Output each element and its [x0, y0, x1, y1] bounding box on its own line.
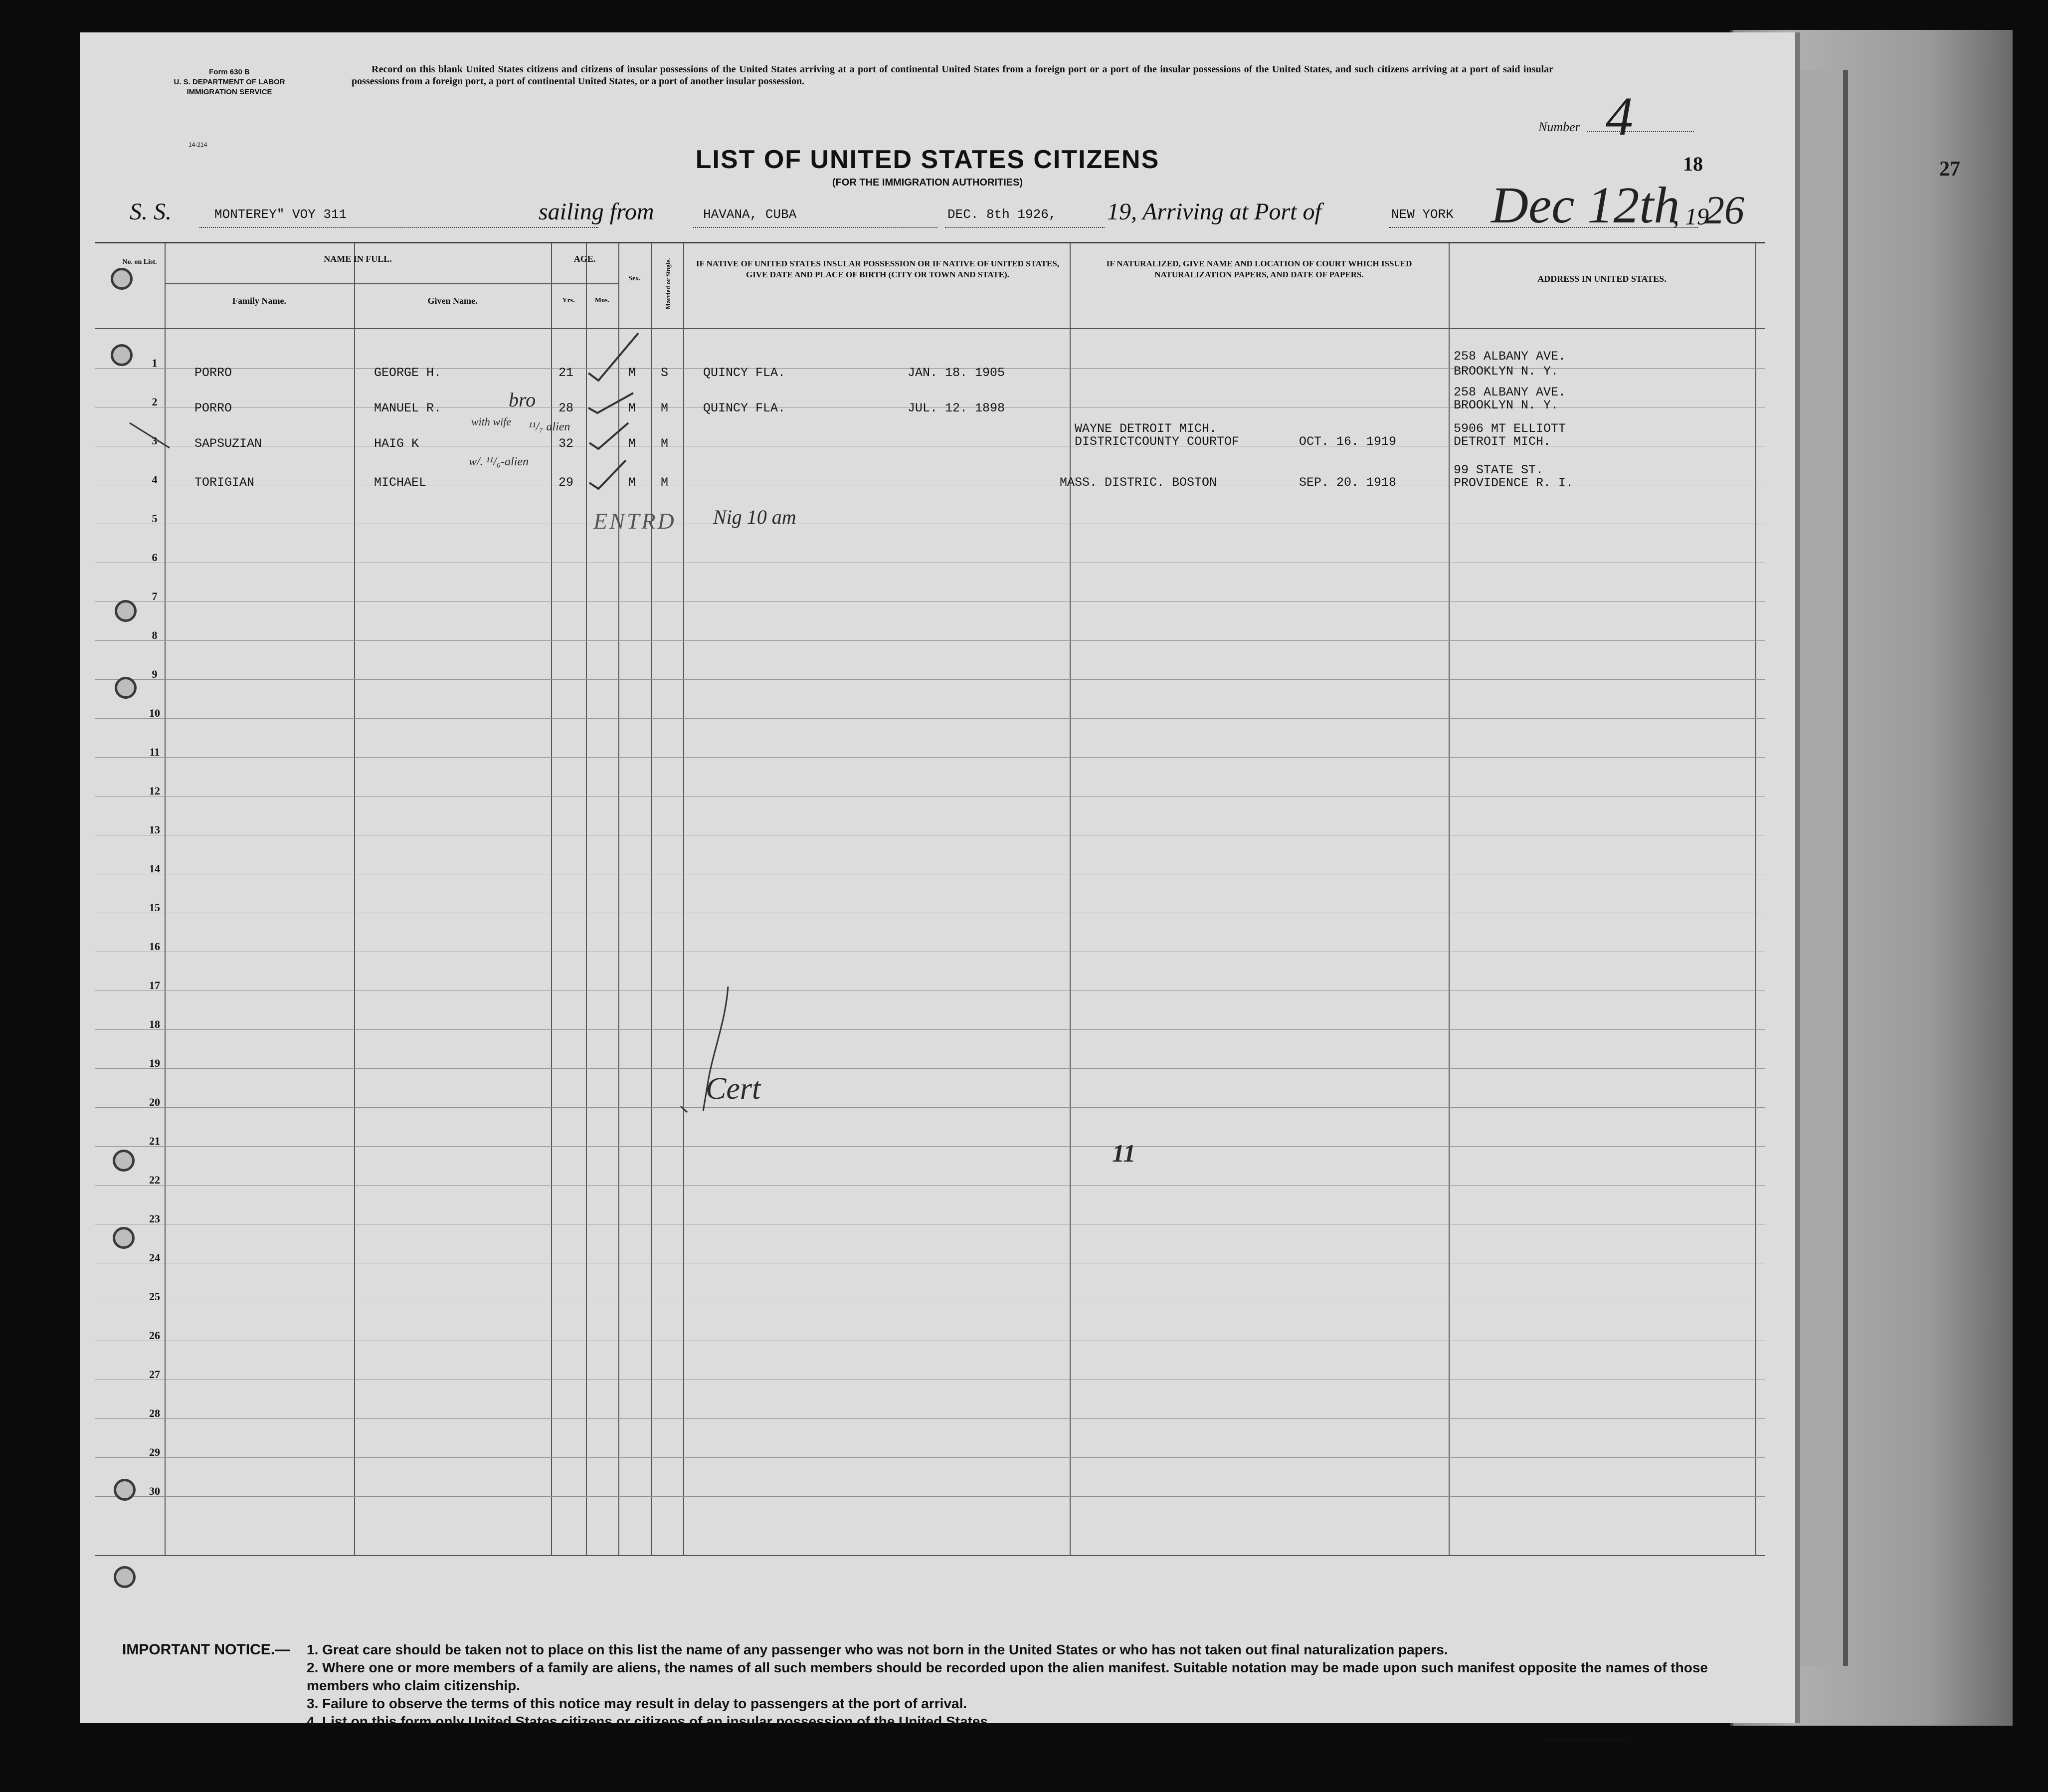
back-page-number: 27: [1939, 158, 1960, 181]
row-number: 25: [149, 1290, 160, 1303]
row-rule: [95, 1068, 1765, 1069]
row-number: 4: [152, 473, 158, 486]
marital-status: S: [661, 366, 669, 380]
address-city: PROVIDENCE R. I.: [1454, 476, 1574, 490]
row-number: 19: [149, 1057, 160, 1069]
family-name: PORRO: [194, 401, 232, 415]
ss-label: S. S.: [130, 199, 172, 225]
col-birth: IF NATIVE OF UNITED STATES INSULAR POSSESSION OR IF NATIVE OF UNITED STATES, GIVE DATE AND PLACE OF BIRTH (CITY OR TOWN AND STATE).: [696, 259, 1060, 279]
col-given-name: Given Name.: [427, 296, 478, 306]
pencil-stroke: [125, 418, 185, 463]
service: IMMIGRATION SERVICE: [186, 88, 272, 96]
note-time: Nig 10 am: [713, 506, 796, 528]
age-years: 32: [559, 436, 574, 451]
address-street: 5906 MT ELLIOTT: [1454, 421, 1566, 436]
age-years: 28: [559, 401, 574, 415]
col-age: AGE.: [573, 254, 596, 264]
notice-item: 4. List on this form only United States citizens or citizens of an insular possession of the United States.: [307, 1714, 992, 1729]
court-name-2: DISTRICTCOUNTY COURTOF: [1075, 434, 1240, 449]
row-number: 8: [152, 629, 158, 641]
arriving-text: , Arriving at Port of: [1131, 199, 1321, 225]
header-rule: [165, 283, 618, 284]
sailing-label: sailing from: [539, 199, 654, 225]
col-naturalized: IF NATURALIZED, GIVE NAME AND LOCATION OF COURT WHICH ISSUED NATURALIZATION PAPERS, AND DATE OF PAPERS.: [1106, 259, 1412, 279]
column-rule: [683, 243, 684, 1555]
row-number: 24: [149, 1251, 160, 1264]
binder-hole: [114, 1566, 136, 1588]
notice-title: IMPORTANT NOTICE.—: [122, 1641, 290, 1658]
address-street: 258 ALBANY AVE.: [1454, 385, 1566, 399]
cert-flourish: [678, 982, 738, 1131]
ship-underline: [199, 227, 598, 228]
sex: M: [628, 436, 636, 451]
row-number: 23: [149, 1212, 160, 1225]
note-bro: bro: [509, 389, 536, 411]
column-rule: [354, 243, 355, 1555]
sex: M: [628, 401, 636, 415]
row-number: 17: [149, 979, 160, 992]
row-number: 15: [149, 901, 160, 914]
row-rule: [95, 757, 1765, 758]
departure-port: HAVANA, CUBA: [703, 207, 797, 222]
row-number: 12: [149, 785, 160, 797]
nineteen-label: 19: [1107, 199, 1131, 225]
given-name: GEORGE H.: [374, 366, 442, 380]
binder-hole: [111, 268, 133, 290]
departure-date: DEC. 8th 1926,: [947, 207, 1057, 222]
given-name: MICHAEL: [374, 475, 427, 490]
row-number: 10: [149, 707, 160, 719]
header-rule: [95, 328, 1765, 329]
row-number: 6: [152, 551, 158, 564]
court-name: WAYNE DETROIT MICH.: [1075, 421, 1217, 436]
binder-hole: [111, 344, 133, 366]
marital-status: M: [661, 475, 669, 490]
from-underline: [693, 227, 937, 228]
page-title: LIST OF UNITED STATES CITIZENS: [695, 145, 1160, 174]
table-bottom-rule: [95, 1555, 1765, 1556]
col-sex: Sex.: [628, 275, 641, 282]
notice-item: 1. Great care should be taken not to place on this list the name of any passenger who was not born in the United States or who has not taken out final naturalization papers.: [307, 1642, 1448, 1657]
col-name-in-full: NAME IN FULL.: [324, 254, 392, 264]
row-rule: [95, 1457, 1765, 1458]
col-no: No. on List.: [122, 258, 157, 266]
checkmark-icon: [588, 333, 638, 381]
row-rule: [95, 1107, 1765, 1108]
tally-mark: 11: [1112, 1139, 1136, 1167]
checkmark-icon: [588, 393, 633, 413]
row-rule: [95, 718, 1765, 719]
family-name: PORRO: [194, 366, 232, 380]
age-years: 29: [559, 475, 574, 490]
birth-date: JAN. 18. 1905: [908, 366, 1005, 380]
printer-mark: GOVERNMENT PRINTING OFFICE: [1541, 1737, 1630, 1743]
arrival-date: Dec 12th: [1491, 177, 1680, 234]
col-married: Married or Single.: [664, 258, 672, 310]
notice-item: 3. Failure to observe the terms of this notice may result in delay to passengers at the port of arrival.: [307, 1696, 967, 1711]
birth-date: JUL. 12. 1898: [908, 401, 1005, 415]
family-name: SAPSUZIAN: [194, 436, 262, 451]
binder-hole: [115, 677, 137, 699]
ship-name: MONTEREY" VOY 311: [214, 207, 347, 222]
department: U. S. DEPARTMENT OF LABOR: [174, 78, 285, 86]
sex: M: [628, 475, 636, 490]
row-number: 1: [152, 357, 158, 369]
year-prefix: , 19: [1673, 203, 1709, 230]
court-date: SEP. 20. 1918: [1299, 475, 1397, 490]
court-date: OCT. 16. 1919: [1299, 434, 1397, 449]
row-rule: [95, 1146, 1765, 1147]
sex: M: [628, 366, 636, 380]
row-number: 11: [149, 746, 160, 758]
marital-status: M: [661, 436, 669, 451]
note-alien-2: w/. ¹¹/₆-alien: [469, 455, 529, 468]
form-header: [145, 67, 314, 97]
date-underline: [945, 227, 1105, 228]
arrival-year: 26: [1704, 189, 1744, 232]
given-name: MANUEL R.: [374, 401, 442, 415]
address-street: 99 STATE ST.: [1454, 463, 1544, 477]
row-rule: [95, 601, 1765, 602]
row-number: 9: [152, 668, 158, 680]
number-value: 4: [1606, 86, 1633, 147]
row-number: 16: [149, 940, 160, 953]
row-rule: [95, 1185, 1765, 1186]
page-subtitle: (FOR THE IMMIGRATION AUTHORITIES): [832, 177, 1023, 188]
birth-place: QUINCY FLA.: [703, 401, 786, 415]
tick-marks: [578, 318, 663, 498]
passenger-table: [95, 242, 1765, 1565]
note-alien-1: ¹¹/₇ alien: [529, 420, 570, 433]
notice-list: [307, 1641, 1753, 1731]
row-rule: [95, 1418, 1765, 1419]
row-number: 21: [149, 1135, 160, 1147]
note-cert: Cert: [706, 1072, 761, 1106]
row-number: 29: [149, 1446, 160, 1458]
col-address: ADDRESS IN UNITED STATES.: [1537, 274, 1667, 284]
manifest-sheet: [80, 32, 1795, 1743]
age-years: 21: [559, 366, 574, 380]
birth-place: QUINCY FLA.: [703, 366, 786, 380]
row-number: 22: [149, 1174, 160, 1186]
sheet-number: 18: [1683, 153, 1703, 175]
binder-hole: [115, 600, 137, 622]
row-rule: [95, 640, 1765, 641]
binder-hole: [114, 1479, 136, 1501]
number-line: [1587, 131, 1694, 132]
row-number: 5: [152, 512, 158, 525]
column-rule: [1449, 243, 1450, 1555]
row-number: 7: [152, 590, 158, 602]
checkmark-icon: [589, 460, 626, 489]
row-number: 13: [149, 823, 160, 836]
binder-hole: [113, 1150, 135, 1172]
row-rule: [95, 1029, 1765, 1030]
family-name: TORIGIAN: [194, 475, 255, 490]
address-street: 258 ALBANY AVE.: [1454, 349, 1566, 364]
number-label: Number: [1538, 120, 1580, 134]
col-yrs: Yrs.: [562, 297, 575, 304]
binder-hole: [113, 1227, 135, 1249]
row-number: 28: [149, 1407, 160, 1419]
column-rule: [1755, 243, 1756, 1555]
form-code: 14-214: [188, 141, 207, 148]
note-with-wife: with wife: [471, 415, 512, 428]
given-name: HAIG K: [374, 436, 419, 451]
printer-code: 14-214: [1720, 1737, 1738, 1743]
entered-stamp: ENTRD: [593, 508, 676, 534]
marital-status: M: [661, 401, 669, 415]
row-number: 20: [149, 1096, 160, 1108]
address-city: BROOKLYN N. Y.: [1454, 364, 1559, 379]
row-number: 14: [149, 862, 160, 875]
checkmark-icon: [589, 423, 628, 449]
col-mos: Mos.: [594, 297, 610, 304]
row-number: 26: [149, 1329, 160, 1342]
column-rule: [551, 243, 552, 1555]
row-rule: [95, 679, 1765, 680]
row-number: 30: [149, 1485, 160, 1497]
arriving-label: [1107, 198, 1321, 225]
row-number: 18: [149, 1018, 160, 1030]
row-number: 3: [152, 434, 158, 447]
row-rule: [95, 1496, 1765, 1497]
address-city: DETROIT MICH.: [1454, 434, 1551, 449]
address-city: BROOKLYN N. Y.: [1454, 398, 1559, 412]
form-id: Form 630 B: [209, 68, 250, 76]
record-instructions: Record on this blank United States citizens and citizens of insular possessions of the United States arriving at a port of continental United States from a foreign port or a port of the insular possessions of the United States, and such citizens arriving at a port of said insular possessions from a foreign port, a port of continental United States, or a port of another insular possession.: [352, 64, 1553, 87]
notice-item: 2. Where one or more members of a family are aliens, the names of all such members should be recorded upon the alien manifest. Suitable notation may be made upon such manifest opposite the names of those members who claim citizenship.: [307, 1660, 1708, 1693]
arrival-port: NEW YORK: [1391, 207, 1454, 222]
row-number: 27: [149, 1368, 160, 1381]
court-name: MASS. DISTRIC. BOSTON: [1060, 475, 1217, 490]
row-number: 2: [152, 396, 158, 408]
col-family-name: Family Name.: [232, 296, 286, 306]
column-rule: [1070, 243, 1071, 1555]
